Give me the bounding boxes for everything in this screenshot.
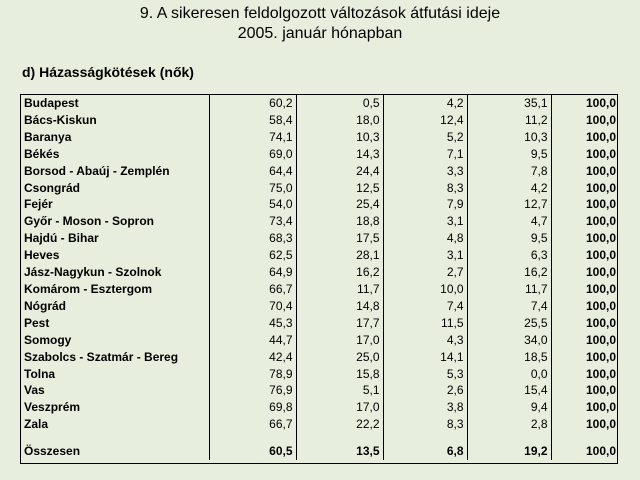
value-cell-4: 9,5 — [467, 230, 551, 247]
value-cell-4: 16,2 — [467, 264, 551, 281]
total-cell: 100,0 — [585, 265, 616, 280]
table-row — [21, 213, 619, 230]
value-cell-1: 74,1 — [209, 129, 296, 146]
table-body — [21, 95, 619, 460]
value-cell-2: 18,8 — [296, 213, 383, 230]
value-cell-1: 45,3 — [209, 315, 296, 332]
total-cell: 100,0 — [585, 112, 616, 127]
value-cell-3: 12,4 — [383, 112, 467, 129]
value-cell-2: 14,8 — [296, 298, 383, 315]
value-cell-1: 60,2 — [209, 95, 296, 112]
table-row — [21, 247, 619, 264]
total-cell: 100,0 — [585, 180, 616, 195]
value-cell-3: 4,3 — [383, 332, 467, 349]
total-cell: 100,0 — [585, 332, 616, 347]
total-cell: 100,0 — [585, 96, 616, 110]
value-cell-3: 3,1 — [383, 247, 467, 264]
table-row — [21, 230, 619, 247]
table-row — [21, 315, 619, 332]
value-cell-2: 25,0 — [296, 349, 383, 366]
table-row — [21, 129, 619, 146]
value-cell-1: 66,7 — [209, 416, 296, 433]
value-cell-1: 76,9 — [209, 382, 296, 399]
value-cell-2: 25,4 — [296, 196, 383, 213]
region-name-cell: Nógrád — [21, 298, 209, 315]
region-name-cell: Somogy — [21, 332, 209, 349]
region-name-cell: Bács-Kiskun — [21, 112, 209, 129]
title-line-1: 9. A sikeresen feldolgozott változások átfutási ideje — [139, 5, 501, 22]
spacer-cell — [209, 433, 296, 443]
region-name-cell: Zala — [21, 416, 209, 433]
spacer-cell — [467, 433, 551, 443]
value-cell-3: 4,8 — [383, 230, 467, 247]
value-cell-1: 69,0 — [209, 146, 296, 163]
value-cell-1: 68,3 — [209, 230, 296, 247]
value-cell-2: 17,0 — [296, 332, 383, 349]
value-cell-4: 35,1 — [467, 95, 551, 112]
value-cell-3: 4,2 — [383, 95, 467, 112]
value-cell-2: 17,5 — [296, 230, 383, 247]
table-row — [21, 163, 619, 180]
value-cell-1: 42,4 — [209, 349, 296, 366]
value-cell-4: 4,2 — [467, 180, 551, 197]
table-row — [21, 298, 619, 315]
table-row — [21, 366, 619, 383]
summary-row — [21, 443, 619, 460]
total-cell: 100,0 — [585, 248, 616, 263]
value-cell-4: 12,7 — [467, 196, 551, 213]
value-cell-3: 10,0 — [383, 281, 467, 298]
value-cell-2: 13,5 — [296, 443, 383, 460]
value-cell-4: 4,7 — [467, 213, 551, 230]
data-table — [21, 95, 619, 460]
spacer-cell — [296, 433, 383, 443]
table-row — [21, 349, 619, 366]
region-name-cell: Budapest — [21, 95, 209, 112]
total-cell: 100,0 — [585, 298, 616, 313]
table-row — [21, 382, 619, 399]
region-name-cell: Csongrád — [21, 180, 209, 197]
value-cell-1: 66,7 — [209, 281, 296, 298]
table-row — [21, 146, 619, 163]
value-cell-4: 19,2 — [467, 443, 551, 460]
total-cell: 100,0 — [585, 417, 616, 432]
spacer-cell — [551, 433, 619, 443]
value-cell-2: 17,0 — [296, 399, 383, 416]
value-cell-4: 2,8 — [467, 416, 551, 433]
total-cell: 100,0 — [585, 129, 616, 144]
region-name-cell: Pest — [21, 315, 209, 332]
value-cell-2: 28,1 — [296, 247, 383, 264]
table-row — [21, 332, 619, 349]
value-cell-2: 15,8 — [296, 366, 383, 383]
total-cell: 100,0 — [585, 163, 616, 178]
value-cell-2: 11,7 — [296, 281, 383, 298]
total-cell: 100,0 — [585, 214, 616, 229]
title-line-2: 2005. január hónapban — [237, 25, 403, 42]
value-cell-1: 64,4 — [209, 163, 296, 180]
table-row — [21, 416, 619, 433]
value-cell-1: 60,5 — [209, 443, 296, 460]
region-name-cell: Összesen — [21, 443, 209, 460]
table-row — [21, 399, 619, 416]
region-name-cell: Győr - Moson - Sopron — [21, 213, 209, 230]
value-cell-3: 11,5 — [383, 315, 467, 332]
value-cell-1: 62,5 — [209, 247, 296, 264]
spacer-row — [21, 433, 619, 443]
value-cell-4: 10,3 — [467, 129, 551, 146]
value-cell-1: 58,4 — [209, 112, 296, 129]
value-cell-4: 15,4 — [467, 382, 551, 399]
value-cell-3: 3,3 — [383, 163, 467, 180]
region-name-cell: Tolna — [21, 366, 209, 383]
value-cell-4: 7,8 — [467, 163, 551, 180]
table-row — [21, 180, 619, 197]
total-cell: 100,0 — [585, 231, 616, 246]
value-cell-3: 6,8 — [383, 443, 467, 460]
value-cell-3: 2,6 — [383, 382, 467, 399]
region-name-cell: Vas — [21, 382, 209, 399]
value-cell-3: 5,2 — [383, 129, 467, 146]
table-row — [21, 196, 619, 213]
value-cell-1: 64,9 — [209, 264, 296, 281]
value-cell-2: 0,5 — [296, 95, 383, 112]
region-name-cell: Komárom - Esztergom — [21, 281, 209, 298]
region-name-cell: Jász-Nagykun - Szolnok — [21, 264, 209, 281]
region-name-cell: Hajdú - Bihar — [21, 230, 209, 247]
total-cell: 100,0 — [585, 400, 616, 415]
spacer-cell — [383, 433, 467, 443]
table-row — [21, 264, 619, 281]
region-name-cell: Veszprém — [21, 399, 209, 416]
total-cell: 100,0 — [585, 315, 616, 330]
value-cell-2: 5,1 — [296, 382, 383, 399]
value-cell-3: 7,4 — [383, 298, 467, 315]
value-cell-2: 22,2 — [296, 416, 383, 433]
region-name-cell: Borsod - Abaúj - Zemplén — [21, 163, 209, 180]
value-cell-3: 5,3 — [383, 366, 467, 383]
value-cell-1: 78,9 — [209, 366, 296, 383]
value-cell-2: 17,7 — [296, 315, 383, 332]
value-cell-3: 2,7 — [383, 264, 467, 281]
value-cell-3: 3,8 — [383, 399, 467, 416]
table-row — [21, 95, 619, 112]
value-cell-1: 75,0 — [209, 180, 296, 197]
value-cell-4: 18,5 — [467, 349, 551, 366]
value-cell-4: 11,2 — [467, 112, 551, 129]
value-cell-1: 54,0 — [209, 196, 296, 213]
region-name-cell: Fejér — [21, 196, 209, 213]
table-subtitle: d) Házasságkötések (nők) — [22, 64, 194, 80]
region-name-cell: Heves — [21, 247, 209, 264]
value-cell-2: 18,0 — [296, 112, 383, 129]
value-cell-3: 8,3 — [383, 416, 467, 433]
spacer-cell — [21, 433, 209, 443]
region-name-cell: Baranya — [21, 129, 209, 146]
page-title — [0, 4, 640, 44]
value-cell-3: 7,1 — [383, 146, 467, 163]
value-cell-4: 34,0 — [467, 332, 551, 349]
total-cell: 100,0 — [585, 281, 616, 296]
value-cell-2: 10,3 — [296, 129, 383, 146]
value-cell-4: 9,5 — [467, 146, 551, 163]
value-cell-2: 24,4 — [296, 163, 383, 180]
value-cell-4: 7,4 — [467, 298, 551, 315]
value-cell-4: 11,7 — [467, 281, 551, 298]
value-cell-2: 14,3 — [296, 146, 383, 163]
value-cell-4: 0,0 — [467, 366, 551, 383]
value-cell-2: 16,2 — [296, 264, 383, 281]
table-row — [21, 112, 619, 129]
value-cell-2: 12,5 — [296, 180, 383, 197]
total-cell: 100,0 — [585, 197, 616, 212]
value-cell-4: 9,4 — [467, 399, 551, 416]
region-name-cell: Szabolcs - Szatmár - Bereg — [21, 349, 209, 366]
value-cell-4: 6,3 — [467, 247, 551, 264]
total-cell: 100,0 — [585, 366, 616, 381]
region-name-cell: Békés — [21, 146, 209, 163]
total-cell: 100,0 — [585, 349, 616, 364]
value-cell-1: 44,7 — [209, 332, 296, 349]
data-table-frame — [20, 94, 618, 464]
value-cell-3: 3,1 — [383, 213, 467, 230]
total-cell: 100,0 — [585, 444, 616, 459]
total-cell: 100,0 — [585, 146, 616, 161]
value-cell-3: 7,9 — [383, 196, 467, 213]
value-cell-3: 8,3 — [383, 180, 467, 197]
table-row — [21, 281, 619, 298]
total-cell: 100,0 — [585, 383, 616, 398]
value-cell-4: 25,5 — [467, 315, 551, 332]
value-cell-1: 70,4 — [209, 298, 296, 315]
value-cell-3: 14,1 — [383, 349, 467, 366]
value-cell-1: 69,8 — [209, 399, 296, 416]
value-cell-1: 73,4 — [209, 213, 296, 230]
